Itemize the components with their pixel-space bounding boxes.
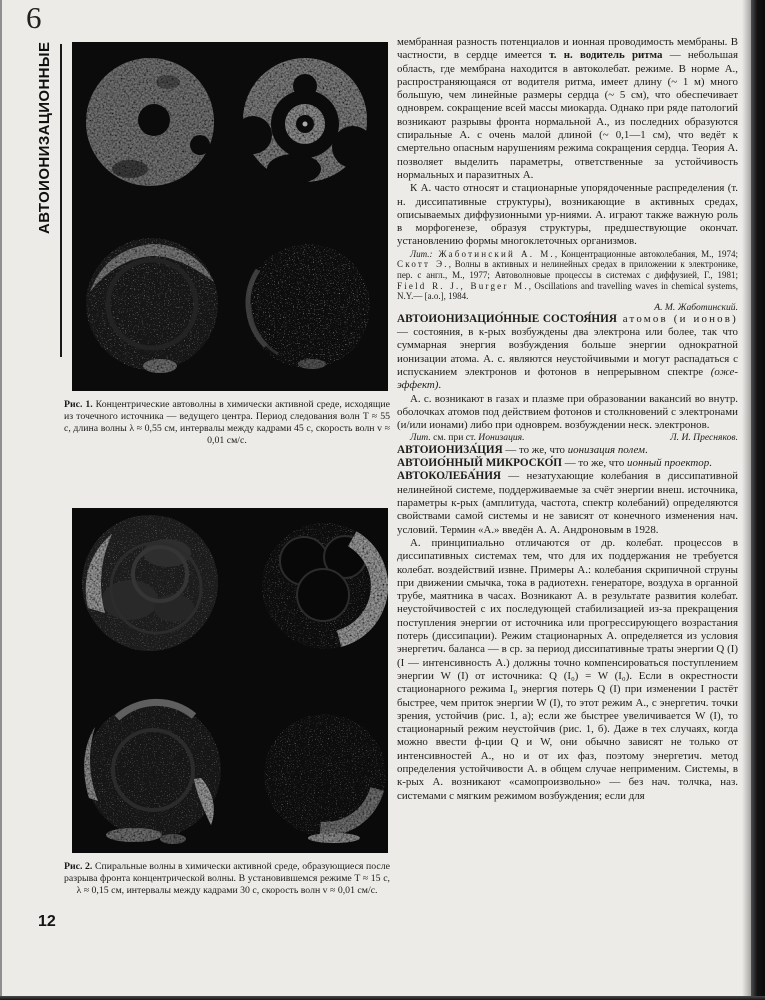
figure-1-photo <box>72 42 388 391</box>
entry-subject: атомов (и ионов) <box>616 312 738 325</box>
figure-1-caption-text: Концентрические автоволны в химически активной среде, исходящие из точечного источника — ведущего центра. Период следования волн T ≈ 55 с, длина волны λ ≈ 0,55 см, интервалы между кадрами 45 с, скорость волн v ≈ 0,01 см/с. <box>64 399 390 446</box>
lit-author: Скотт Э. <box>397 259 449 270</box>
page-number-bottom: 12 <box>38 913 56 930</box>
author-signature: А. М. Жаботинский. <box>654 301 738 313</box>
lit-text: см. при ст. <box>430 432 479 444</box>
figure-1-caption-lead: Рис. 1. <box>64 399 93 410</box>
entry-autoionization-states <box>397 313 738 393</box>
scan-bottom-edge <box>0 996 765 1000</box>
lit-text: , Концентрационные автоколебания, М., 1974; <box>554 248 738 259</box>
scan-right-shadow <box>742 0 751 1000</box>
figure-1-caption <box>64 399 390 447</box>
author-signature: Л. И. Пресняков. <box>670 432 738 444</box>
entry-text: — то же, что <box>502 443 568 456</box>
figure-2-caption-text: Спиральные волны в химически активной среде, образующиеся после разрыва фронта концентрической волны. В установившемся режиме T ≈ 15 с, λ ≈ 0,15 см, интервалы между кадрами 30 с, скорость волн v ≈ 0,01 см/с. <box>64 861 390 896</box>
entry-autoionization-states-p2: А. с. возникают в газах и плазме при образовании вакансий во внутр. оболочках атомов под действием фотонов и столкновений с электронами (и/или ионами) либо при одноврем. возбуждении неск. электронов. <box>397 392 738 432</box>
entry-italic-term: (оже-эффект) <box>397 365 738 392</box>
figure-2-photo-svg <box>72 508 388 853</box>
lit-reference: Ионизация. <box>478 432 525 444</box>
lit-author: Жаботинский А. М. <box>432 248 555 259</box>
paragraph-text: — небольшая область, где мембрана находится в автоколебат. режиме. В норме А., распространяющаяся от водителя ритма, имеет длину (~ 1 м) много большую, чем линейные размеры сердца (~ 5 см), что обеспечивает одноврем. сокращение всей массы миокарда. Однако при ряде патологий возникают разрывы фронта нормальной А., из последних образуются спиральные А. с очень малой длиной (~ 0,1—1 см), что ведёт к смертельно опасным нарушениям режима сокращения сердца. Теория А. позволяет выделить параметры, ответственные за устойчивость нормальных и паразитных А. <box>397 49 738 181</box>
bold-term: т. н. водитель ритма <box>549 49 663 62</box>
lit-label: Лит.: <box>410 248 433 259</box>
figure-2-caption-lead: Рис. 2. <box>64 861 93 872</box>
entry-text: . <box>645 443 648 456</box>
entry-italic-term: ионный проектор <box>627 457 710 470</box>
entry-italic-term: ионизация полем <box>567 443 645 456</box>
entry-field-ion-microscope <box>397 457 738 470</box>
entry-headword: АВТОИОНИЗАЦИО́ННЫЕ СОСТОЯ́НИЯ <box>397 312 617 325</box>
text-column <box>397 36 738 803</box>
entry-self-oscillations <box>397 470 738 536</box>
entry-text: — незатухающие колебания в диссипативной нелинейной системе, поддерживаемые за счёт энергии внеш. источника, параметры к-рых (амплитуда, частота, спектр колебаний) определяются свойствами самой системы и не зависят от конечного изменения нач. условий. Термин «А.» введён А. А. Андроновым в 1928. <box>397 470 738 536</box>
lit-author: Field R. J., Burger M. <box>397 280 529 291</box>
entry-autoionization <box>397 444 738 457</box>
entry-self-oscillations-p2: А. принципиально отличаются от др. колебат. процессов в диссипативных системах тем, что для их поддержания не требуется колебат. воздействий извне. Примеры А.: колебания скрипичной струны при движении смычка, тока в радиотехн. генераторе, воздуха в органной трубе, маятника в часах. Возникают А. в результате развития колебат. неустойчивостей с их последующей стабилизацией из-за прекращения поступления энергии от источника или прогрессирующего возрастания потерь (диссипации). Режим стационарных А. определяется из условия энергетич. баланса — в ср. за период диссипативные траты энергии Q (I) (I — интенсивность А.) должны точно компенсироваться поступлением энергии W (I) от источника: Q (I₀) = W (I₀). Если в окрестности стационарного режима I₀ энергия потерь Q (I) при изменении I растёт быстрее, чем приток энергии W (I), то этот режим А., с энергетич. точки зрения, устойчив (рис. 1, а); если же быстрее увеличивается W (I), то стационарный режим неустойчив (рис. 1, б). Даже в тех случаях, когда можно ввести ф-ции Q и W, они обычно зависят не только от интенсивностей А., но и от их фаз, поэтому энергетич. метод определения устойчивости А. в общем случае неприменим. Системы, в к-рых А. возникают «самопроизвольно» — без нач. толчка, наз. системами с мягким режимом возбуждения; если для <box>397 536 738 802</box>
page-number-top: 6 <box>26 0 42 35</box>
paragraph-autowaves-continuation <box>397 36 738 182</box>
scan-right-edge <box>751 0 765 1000</box>
entry-headword: АВТОИОНИЗА́ЦИЯ <box>397 443 503 456</box>
literature-reference-line <box>397 432 738 444</box>
figure-1-photo-svg <box>72 42 388 391</box>
entry-text: . <box>438 379 442 392</box>
figure-2-caption <box>64 861 390 897</box>
entry-headword: АВТОИО́ННЫЙ МИКРОСКО́П <box>397 457 562 470</box>
lit-label: Лит. <box>410 432 431 444</box>
sidebar-rule <box>60 44 62 357</box>
entry-headword: АВТОКОЛЕБА́НИЯ <box>397 470 501 483</box>
scan-left-edge <box>0 0 2 1000</box>
paragraph-text: мембранная разность потенциалов и ионная проводимость мембраны. В частности, в сердце имеется <box>397 36 738 62</box>
entry-text: . <box>709 457 712 470</box>
literature-block <box>397 249 738 302</box>
entry-text: — состояния, в к-рых возбуждены два электрона или более, так что суммарная энергия возбуждения больше энергии однократной ионизации атома. А. с. являются неустойчивыми и могут распадаться с испусканием электронов и фотонов в непрерывном спектре <box>397 326 738 378</box>
figure-2-photo <box>72 508 388 853</box>
paragraph-dissipative-structures: К А. часто относят и стационарные упорядоченные распределения (т. н. диссипативные структуры), возникающие в активных средах, описываемых диффузионными ур-ниями. А. играют также важную роль в морфогенезе, образуя структуры, предшествующие окончат. установлению формы многоклеточных организмов. <box>397 182 738 248</box>
lit-text: , Oscillations and travelling waves in chemical systems, N.Y.— [a.o.], 1984. <box>397 280 738 302</box>
sidebar-vertical-label: АВТОИОНИЗАЦИОННЫЕ <box>36 41 53 234</box>
entry-text: — то же, что <box>562 457 628 470</box>
lit-text: , Волны в активных и нелинейных средах в приложении к электронике, пер. с англ., М., 1977; Автоволновые процессы в системах с диффузией, Г., 1981; <box>397 259 738 280</box>
